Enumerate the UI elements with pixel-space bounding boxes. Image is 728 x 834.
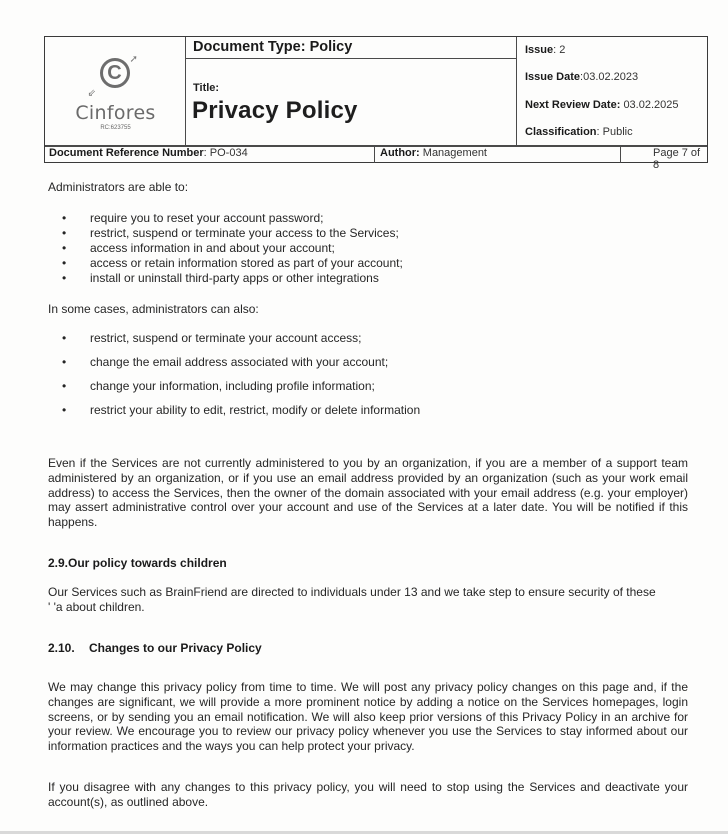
changes-paragraph: We may change this privacy policy from time to time. We will post any privacy policy changes on this page and, if the changes are significant, we will provide a more prominent notice by adding a notice on the Services homepages, login screens, or by sending you an email notification. We will also keep prior versions of this Privacy Policy in an archive for your review. We encourage you to review our privacy policy whenever you use the Services to stay informed about our information practices and the ways you can help protect your privacy. [48,680,688,754]
author-field: Author: Management [380,147,487,159]
issue-field: Issue: 2 [525,44,566,56]
company-logo [45,37,186,146]
company-registration: RC:623755 [100,125,131,131]
page-title: Privacy Policy [192,97,358,124]
document-type: Document Type: Policy [193,39,353,55]
next-review-date-field: Next Review Date: 03.02.2025 [525,99,679,111]
children-paragraph: Our Services such as BrainFriend are directed to individuals under 13 and we take step to ensure security of these ' 'a about children. [48,585,656,614]
section-heading-children: 2.9.Our policy towards children [48,556,227,570]
issue-date-field: Issue Date:03.02.2023 [525,71,639,83]
org-paragraph: Even if the Services are not currently administered to you by an organization, if you are a member of a support team administered by an organization, or if you use an email address provided by an organization (such as your work email address) to access the Services, then the owner of the domain associated with your email address (e.g. your employer) may assert administrative control over your account and use of the Services at a later date. You will be notified if this happens. [48,456,688,530]
document-header-table [44,36,708,171]
disagree-paragraph: If you disagree with any changes to this privacy policy, you will need to stop using the Services and deactivate your account(s), as outlined above. [48,780,688,809]
section-heading-changes: 2.10. Changes to our Privacy Policy [48,641,262,655]
company-name: Cinfores [75,102,156,124]
reference-number-field: Document Reference Number: PO-034 [49,147,248,159]
divider [620,146,621,163]
divider [185,58,516,59]
page-number: Page 7 of 8 [653,147,701,171]
title-label: Title: [193,82,220,94]
classification-field: Classification: Public [525,126,633,138]
admins-intro: Administrators are able to: [48,180,189,194]
divider [374,146,375,163]
divider [516,37,517,146]
copyright-circle-icon: C ➚ ⇙ [87,54,138,99]
some-cases-intro: In some cases, administrators can also: [48,302,259,316]
